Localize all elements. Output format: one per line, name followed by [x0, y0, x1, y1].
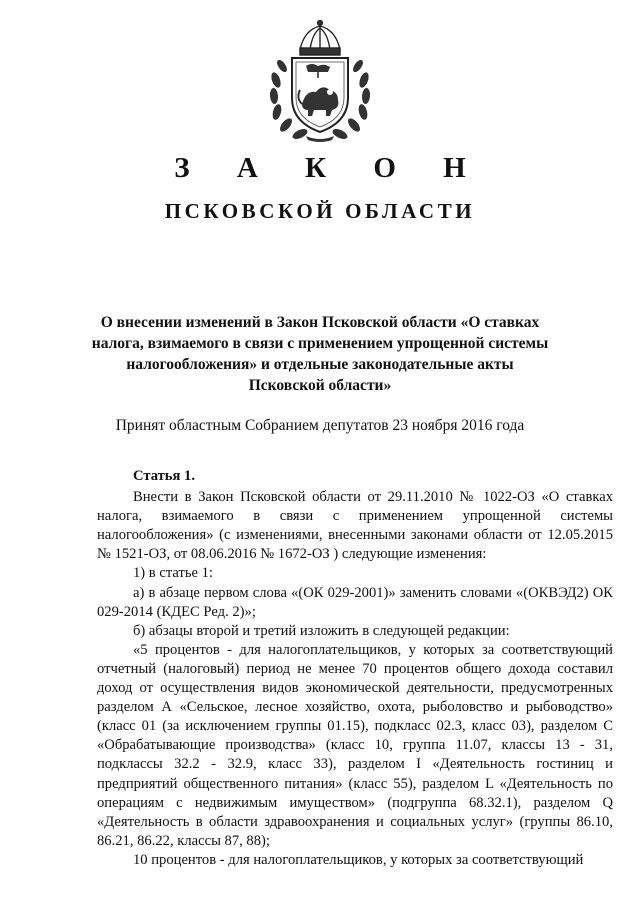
article-body [97, 467, 613, 870]
region-subtitle: ПСКОВСКОЙ ОБЛАСТИ [164, 199, 476, 223]
paragraph: б) абзацы второй и третий изложить в следующей редакции: [133, 622, 510, 639]
paragraph: Внести в Закон Псковской области от 29.11.2010 № 1022-ОЗ «О ставках налога, взимаемого в связи с применением упрощенной системы налогообложения» (с изменениями, внесенными законами области от 12.05.2015 № 1521-ОЗ, от 08.06.2016 № 1672-ОЗ ) следующие изменения: [97, 489, 613, 563]
adoption-line: Принят областным Собранием депутатов 23 ноября 2016 года [115, 417, 525, 434]
pskov-coat-of-arms-icon [266, 20, 374, 142]
paragraph: 10 процентов - для налогоплательщиков, у которых за соответствующий [133, 851, 584, 868]
document-type-title: З А К О Н [174, 152, 486, 184]
paragraph: «5 процентов - для налогоплательщиков, у которых за соответствующий отчетный (налоговый) период не менее 70 процентов общего дохода составил доход от осуществления видов экономической деятельности, предусмотренных разделом А «Сельское, лесное хозяйство, охота, рыболовство и рыбоводство» (класс 01 (за исключением группы 01.15), подкласс 02.3, класс 03), разделом С «Обрабатывающие производства» (класс 10, группа 11.07, классы 13 - 31, подклассы 32.2 - 32.9, класс 33), разделом I «Деятельность гостиниц и предприятий общественного питания» (класс 55), разделом L «Деятельность по операциям с недвижимым имуществом» (подгруппа 68.32.1), разделом Q «Деятельность в области здравоохранения и социальных услуг» (группы 86.10, 86.21, 86.22, классы 87, 88); [97, 641, 613, 849]
paragraph: а) в абзаце первом слова «(ОК 029-2001)» заменить словами «(ОКВЭД2) ОК 029-2014 (КДЕС Ред. 2)»; [97, 584, 613, 620]
article-heading: Статья 1. [133, 468, 195, 484]
law-title: О внесении изменений в Закон Псковской области «О ставках налога, взимаемого в связи с применением упрощенной системы налогообложения» и отдельные законодательные акты Псковской области» [91, 314, 549, 394]
paragraph: 1) в статье 1: [133, 565, 213, 582]
